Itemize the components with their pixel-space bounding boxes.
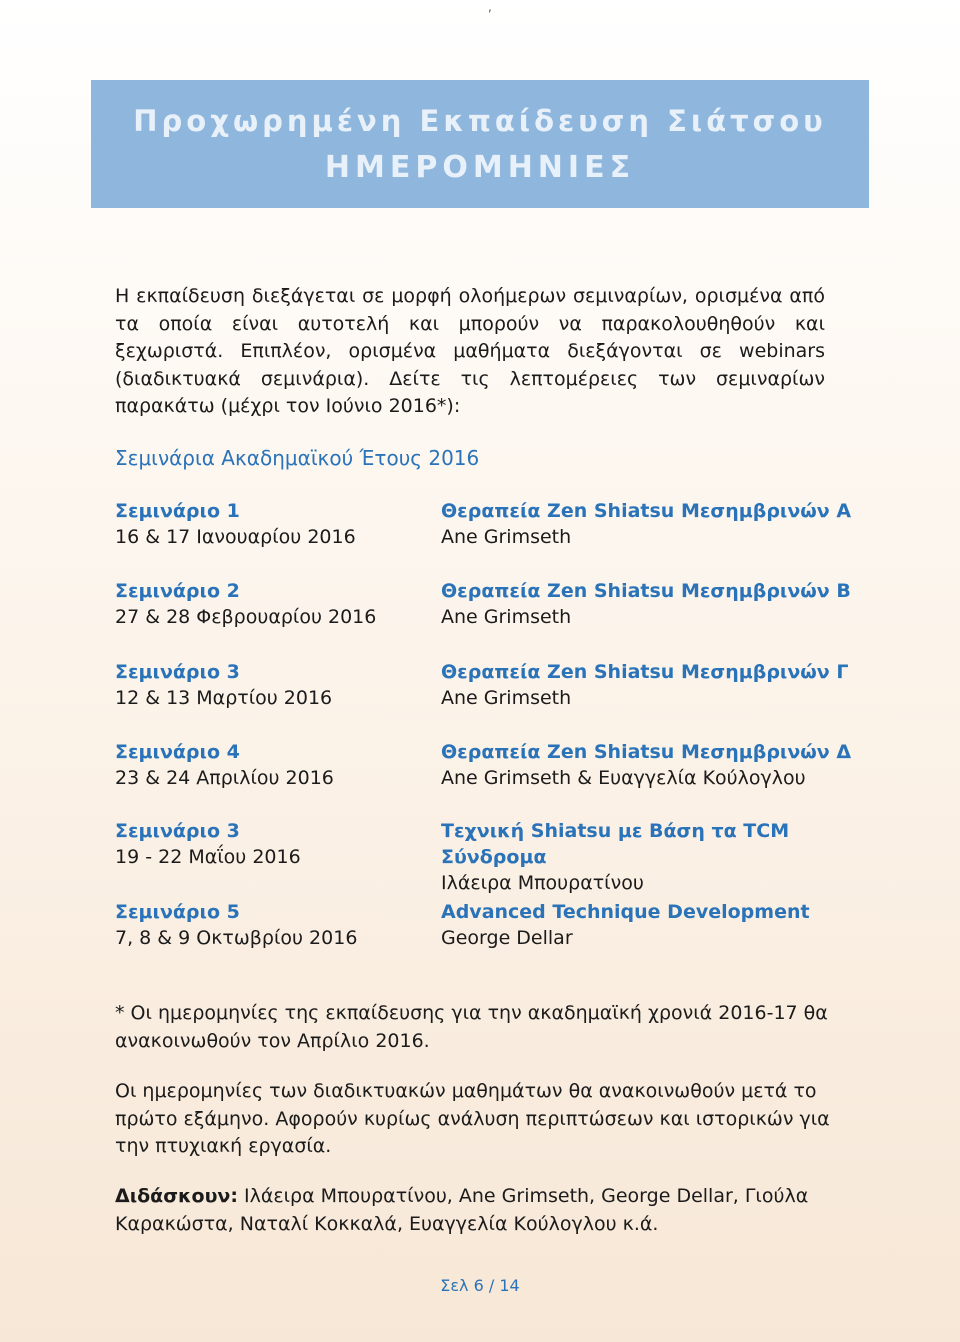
intro-paragraph: Η εκπαίδευση διεξάγεται σε μορφή ολοήμερων σεμιναρίων, ορισμένα από τα οποία είναι αυτοτελή και μπορούν να παρακολουθηθούν και ξεχωριστά. Επιπλέον, ορισμένα μαθήματα διεξάγονται σε webinars (διαδικτυακά σεμινάρια). Δείτε τις λεπτομέρειες των σεμιναρίων παρακάτω (μέχρι τον Ιούνιο 2016*): <box>115 285 825 417</box>
section-title: Σεμινάρια Ακαδημαϊκού Έτους 2016 <box>115 446 480 470</box>
seminar-dates: 16 & 17 Ιανουαρίου 2016 <box>115 526 356 548</box>
seminar-instructor: Ιλάειρα Μπουρατίνου <box>441 872 644 894</box>
seminar-title: Θεραπεία Zen Shiatsu Μεσημβρινών Δ <box>441 741 852 763</box>
banner-title: Προχωρημένη Εκπαίδευση Σιάτσου <box>133 104 827 138</box>
seminar-dates: 23 & 24 Απριλίου 2016 <box>115 767 334 789</box>
teachers-paragraph <box>115 1183 835 1238</box>
seminar-dates: 12 & 13 Μαρτίου 2016 <box>115 687 333 709</box>
seminar-title: Θεραπεία Zen Shiatsu Μεσημβρινών Γ <box>441 661 849 683</box>
banner-subtitle: ΗΜΕΡΟΜΗΝΙΕΣ <box>324 150 636 185</box>
seminar-name: Σεμινάριο 3 <box>115 820 240 842</box>
seminar-instructor: George Dellar <box>441 927 573 949</box>
seminar-title: Θεραπεία Zen Shiatsu Μεσημβρινών Β <box>441 580 851 602</box>
seminar-title: Advanced Technique Development <box>441 901 810 923</box>
seminar-name: Σεμινάριο 5 <box>115 901 240 923</box>
top-mark: , <box>488 0 492 14</box>
seminar-instructor: Ane Grimseth <box>441 687 572 709</box>
seminar-instructor: Ane Grimseth & Ευαγγελία Κούλογλου <box>441 767 806 789</box>
seminar-title: Τεχνική Shiatsu με Βάση τα TCM Σύνδρομα <box>441 820 790 868</box>
seminar-name: Σεμινάριο 2 <box>115 580 240 602</box>
seminar-dates: 19 - 22 Μαΐου 2016 <box>115 846 301 868</box>
seminar-name: Σεμινάριο 1 <box>115 500 240 522</box>
seminar-instructor: Ane Grimseth <box>441 526 572 548</box>
teachers-names: Ιλάειρα Μπουρατίνου, Ane Grimseth, George Dellar, Γιούλα Καρακώστα, Ναταλί Κοκκαλά, Ευαγγελία Κούλογλου κ.ά. <box>115 1185 809 1235</box>
header-banner <box>91 80 869 208</box>
seminar-dates: 7, 8 & 9 Οκτωβρίου 2016 <box>115 927 358 949</box>
page-number: Σελ 6 / 14 <box>440 1276 520 1295</box>
teachers-label: Διδάσκουν: <box>115 1185 238 1207</box>
footnote: * Οι ημερομηνίες της εκπαίδευσης για την ακαδημαϊκή χρονιά 2016-17 θα ανακοινωθούν τον Απρίλιο 2016. <box>115 1002 828 1052</box>
seminar-instructor: Ane Grimseth <box>441 606 572 628</box>
webinar-note: Οι ημερομηνίες των διαδικτυακών μαθημάτων θα ανακοινωθούν μετά το πρώτο εξάμηνο. Αφορούν κυρίως ανάλυση περιπτώσεων και ιστορικών για την πτυχιακή εργασία. <box>115 1080 830 1157</box>
seminar-dates: 27 & 28 Φεβρουαρίου 2016 <box>115 606 377 628</box>
seminar-name: Σεμινάριο 3 <box>115 661 240 683</box>
seminar-name: Σεμινάριο 4 <box>115 741 240 763</box>
seminar-title: Θεραπεία Zen Shiatsu Μεσημβρινών Α <box>441 500 852 522</box>
